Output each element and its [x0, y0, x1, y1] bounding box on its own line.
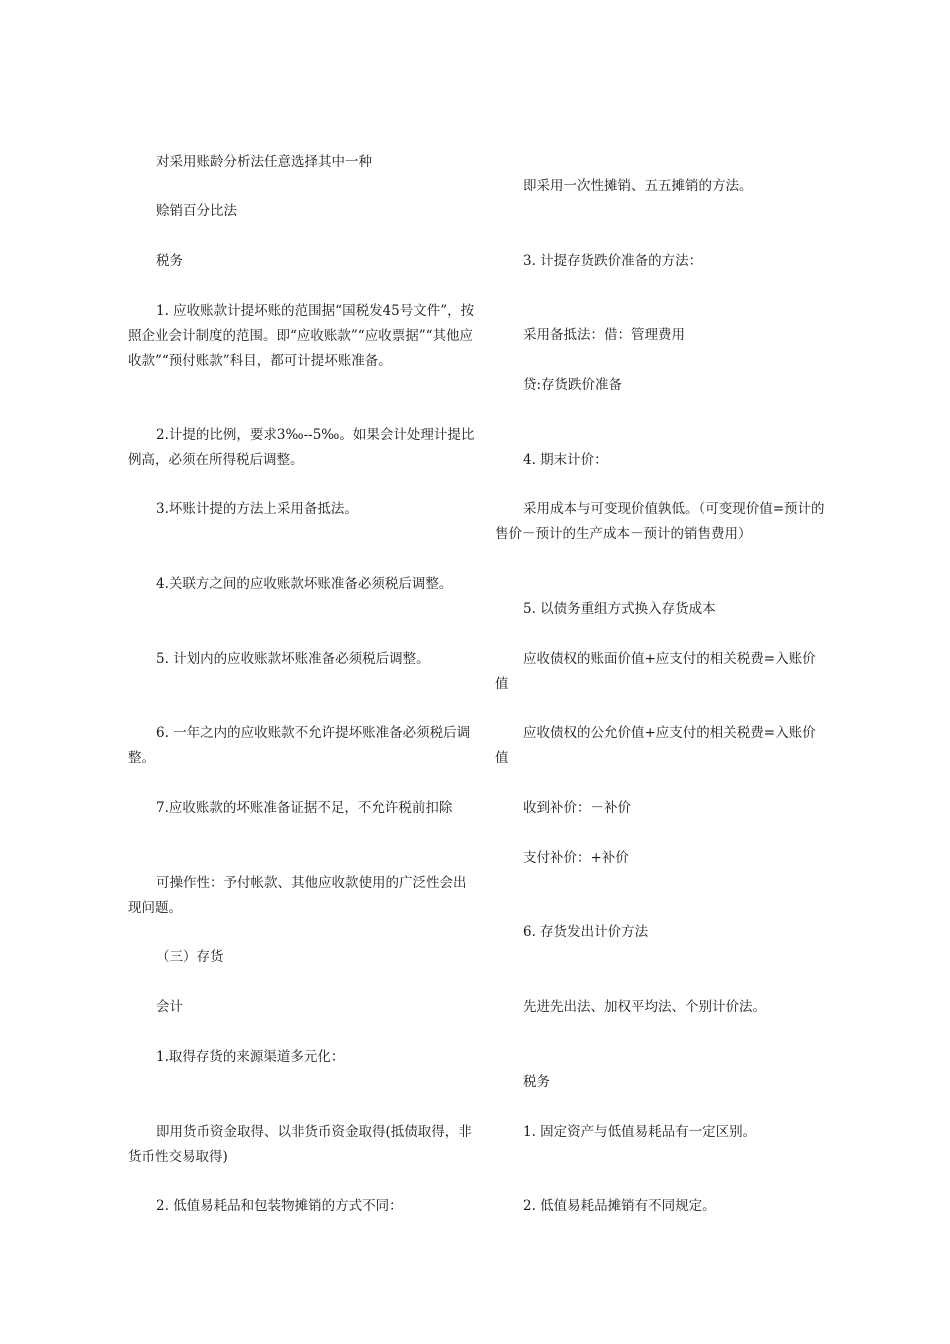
paragraph: 可操作性：予付帐款、其他应收款使用的广泛性会出现问题。: [128, 875, 467, 916]
section-heading-accounting: 会计: [156, 999, 183, 1015]
paragraph: 2. 低值易耗品摊销有不同规定。: [523, 1198, 716, 1214]
paragraph: 7.应收账款的坏账准备证据不足，不允许税前扣除: [156, 800, 453, 816]
paragraph: 3.坏账计提的方法上采用备抵法。: [156, 501, 358, 517]
section-heading-tax: 税务: [156, 253, 183, 269]
paragraph: 支付补价：+补价: [523, 850, 629, 866]
paragraph: 1. 应收账款计提坏账的范围据“国税发45号文件”，按照企业会计制度的范围。即“应收账款”“应收票据”“其他应收款”“预付账款”科目，都可计提坏账准备。: [128, 303, 475, 369]
paragraph: 5. 以债务重组方式换入存货成本: [523, 601, 716, 617]
paragraph: 对采用账龄分析法任意选择其中一种: [156, 154, 372, 170]
paragraph: 采用备抵法：借：管理费用: [523, 327, 685, 343]
paragraph: 应收债权的账面价值+应支付的相关税费=入账价值: [495, 651, 816, 692]
paragraph: 应收债权的公允价值+应支付的相关税费=入账价值: [495, 725, 816, 766]
paragraph: 2. 低值易耗品和包装物摊销的方式不同：: [156, 1198, 403, 1214]
paragraph: 5. 计划内的应收账款坏账准备必须税后调整。: [156, 651, 430, 667]
paragraph: 4.关联方之间的应收账款坏账准备必须税后调整。: [156, 576, 453, 592]
section-heading-inventory: （三）存货: [156, 949, 224, 965]
paragraph: 收到补价：－补价: [523, 800, 631, 816]
paragraph: 即用货币资金取得、以非货币资金取得(抵债取得，非货币性交易取得): [128, 1124, 472, 1165]
paragraph: 6. 一年之内的应收账款不允许提坏账准备必须税后调整。: [128, 725, 471, 766]
paragraph: 1.取得存货的来源渠道多元化：: [156, 1049, 345, 1065]
paragraph: 6. 存货发出计价方法: [523, 924, 649, 940]
paragraph: 4. 期末计价：: [523, 452, 608, 468]
paragraph: 2.计提的比例，要求3‰--5‰。如果会计处理计提比例高，必须在所得税后调整。: [128, 427, 475, 468]
paragraph: 即采用一次性摊销、五五摊销的方法。: [523, 178, 753, 194]
paragraph: 1. 固定资产与低值易耗品有一定区别。: [523, 1124, 757, 1140]
paragraph: 赊销百分比法: [156, 203, 237, 219]
paragraph: 贷:存货跌价准备: [523, 377, 623, 393]
paragraph: 3. 计提存货跌价准备的方法：: [523, 253, 703, 269]
paragraph: 先进先出法、加权平均法、个别计价法。: [523, 999, 766, 1015]
section-heading-tax: 税务: [523, 1074, 550, 1090]
paragraph: 采用成本与可变现价值孰低。（可变现价值=预计的售价－预计的生产成本－预计的销售费用）: [495, 501, 825, 542]
